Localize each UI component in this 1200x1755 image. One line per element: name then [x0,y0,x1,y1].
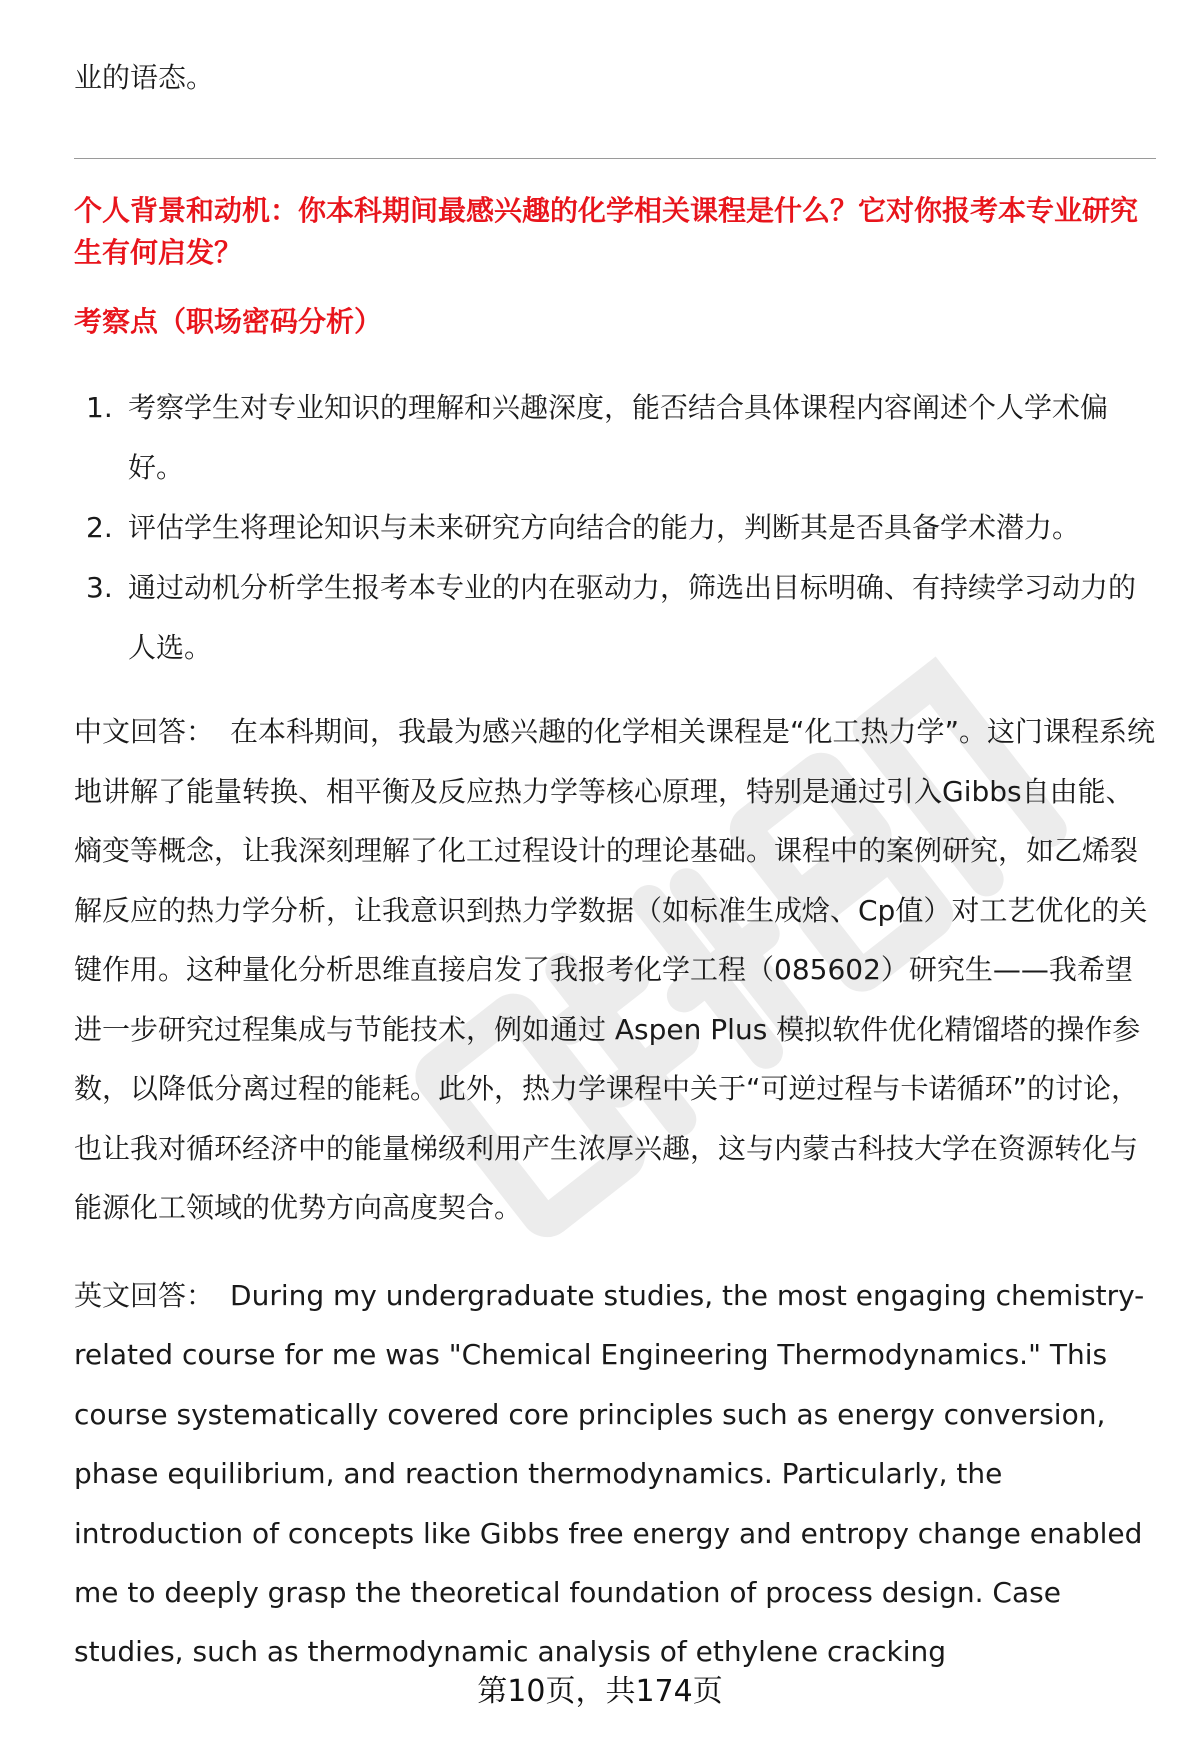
list-item [74,558,1156,678]
section-divider [74,158,1156,159]
list-item-number: 2. [86,511,113,544]
list-item [74,378,1156,498]
english-answer-text: During my undergraduate studies, the most engaging chemistry-related course for me was "Chemical Engineering Thermodynamics." This course systematically covered core principles such as energy conversion, phase equilibrium, and reaction thermodynamics. Particularly, the introduction of concepts like Gibbs free energy and entropy change enabled me to deeply grasp the theoretical foundation of process design. Case studies, such as thermodynamic analysis of ethylene cracking [74,1279,1145,1669]
chinese-answer [74,702,1156,1238]
list-item-text: 考察学生对专业知识的理解和兴趣深度，能否结合具体课程内容阐述个人学术偏好。 [128,391,1109,484]
english-answer-label: 英文回答： [74,1279,215,1312]
question-heading: 个人背景和动机：你本科期间最感兴趣的化学相关课程是什么？它对你报考本专业研究生有何启发？ [74,194,1139,269]
list-item-text: 评估学生将理论知识与未来研究方向结合的能力，判断其是否具备学术潜力。 [128,511,1081,544]
chinese-answer-text: 在本科期间，我最为感兴趣的化学相关课程是“化工热力学”。这门课程系统地讲解了能量转换、相平衡及反应热力学等核心原理，特别是通过引入Gibbs自由能、熵变等概念，让我深刻理解了化工过程设计的理论基础。课程中的案例研究，如乙烯裂解反应的热力学分析，让我意识到热力学数据（如标准生成焓、Cp值）对工艺优化的关键作用。这种量化分析思维直接启发了我报考化学工程（085602）研究生——我希望进一步研究过程集成与节能技术，例如通过 Aspen Plus 模拟软件优化精馏塔的操作参数，以降低分离过程的能耗。此外，热力学课程中关于“可逆过程与卡诺循环”的讨论，也让我对循环经济中的能量梯级利用产生浓厚兴趣，这与内蒙古科技大学在资源转化与能源化工领域的优势方向高度契合。 [74,715,1156,1224]
document-page [74,0,1156,1755]
chinese-answer-label: 中文回答： [74,715,215,748]
section-title: 考察点（职场密码分析） [74,305,383,338]
list-item-number: 1. [86,391,113,424]
list-item-text: 通过动机分析学生报考本专业的内在驱动力，筛选出目标明确、有持续学习动力的人选。 [128,571,1137,664]
list-item-number: 3. [86,571,113,604]
list-item [74,498,1156,558]
previous-text-fragment: 业的语态。 [74,61,215,94]
page-number-footer: 第10页，共174页 [477,1674,723,1709]
assessment-points-list [74,378,1156,678]
english-answer [74,1266,1156,1682]
